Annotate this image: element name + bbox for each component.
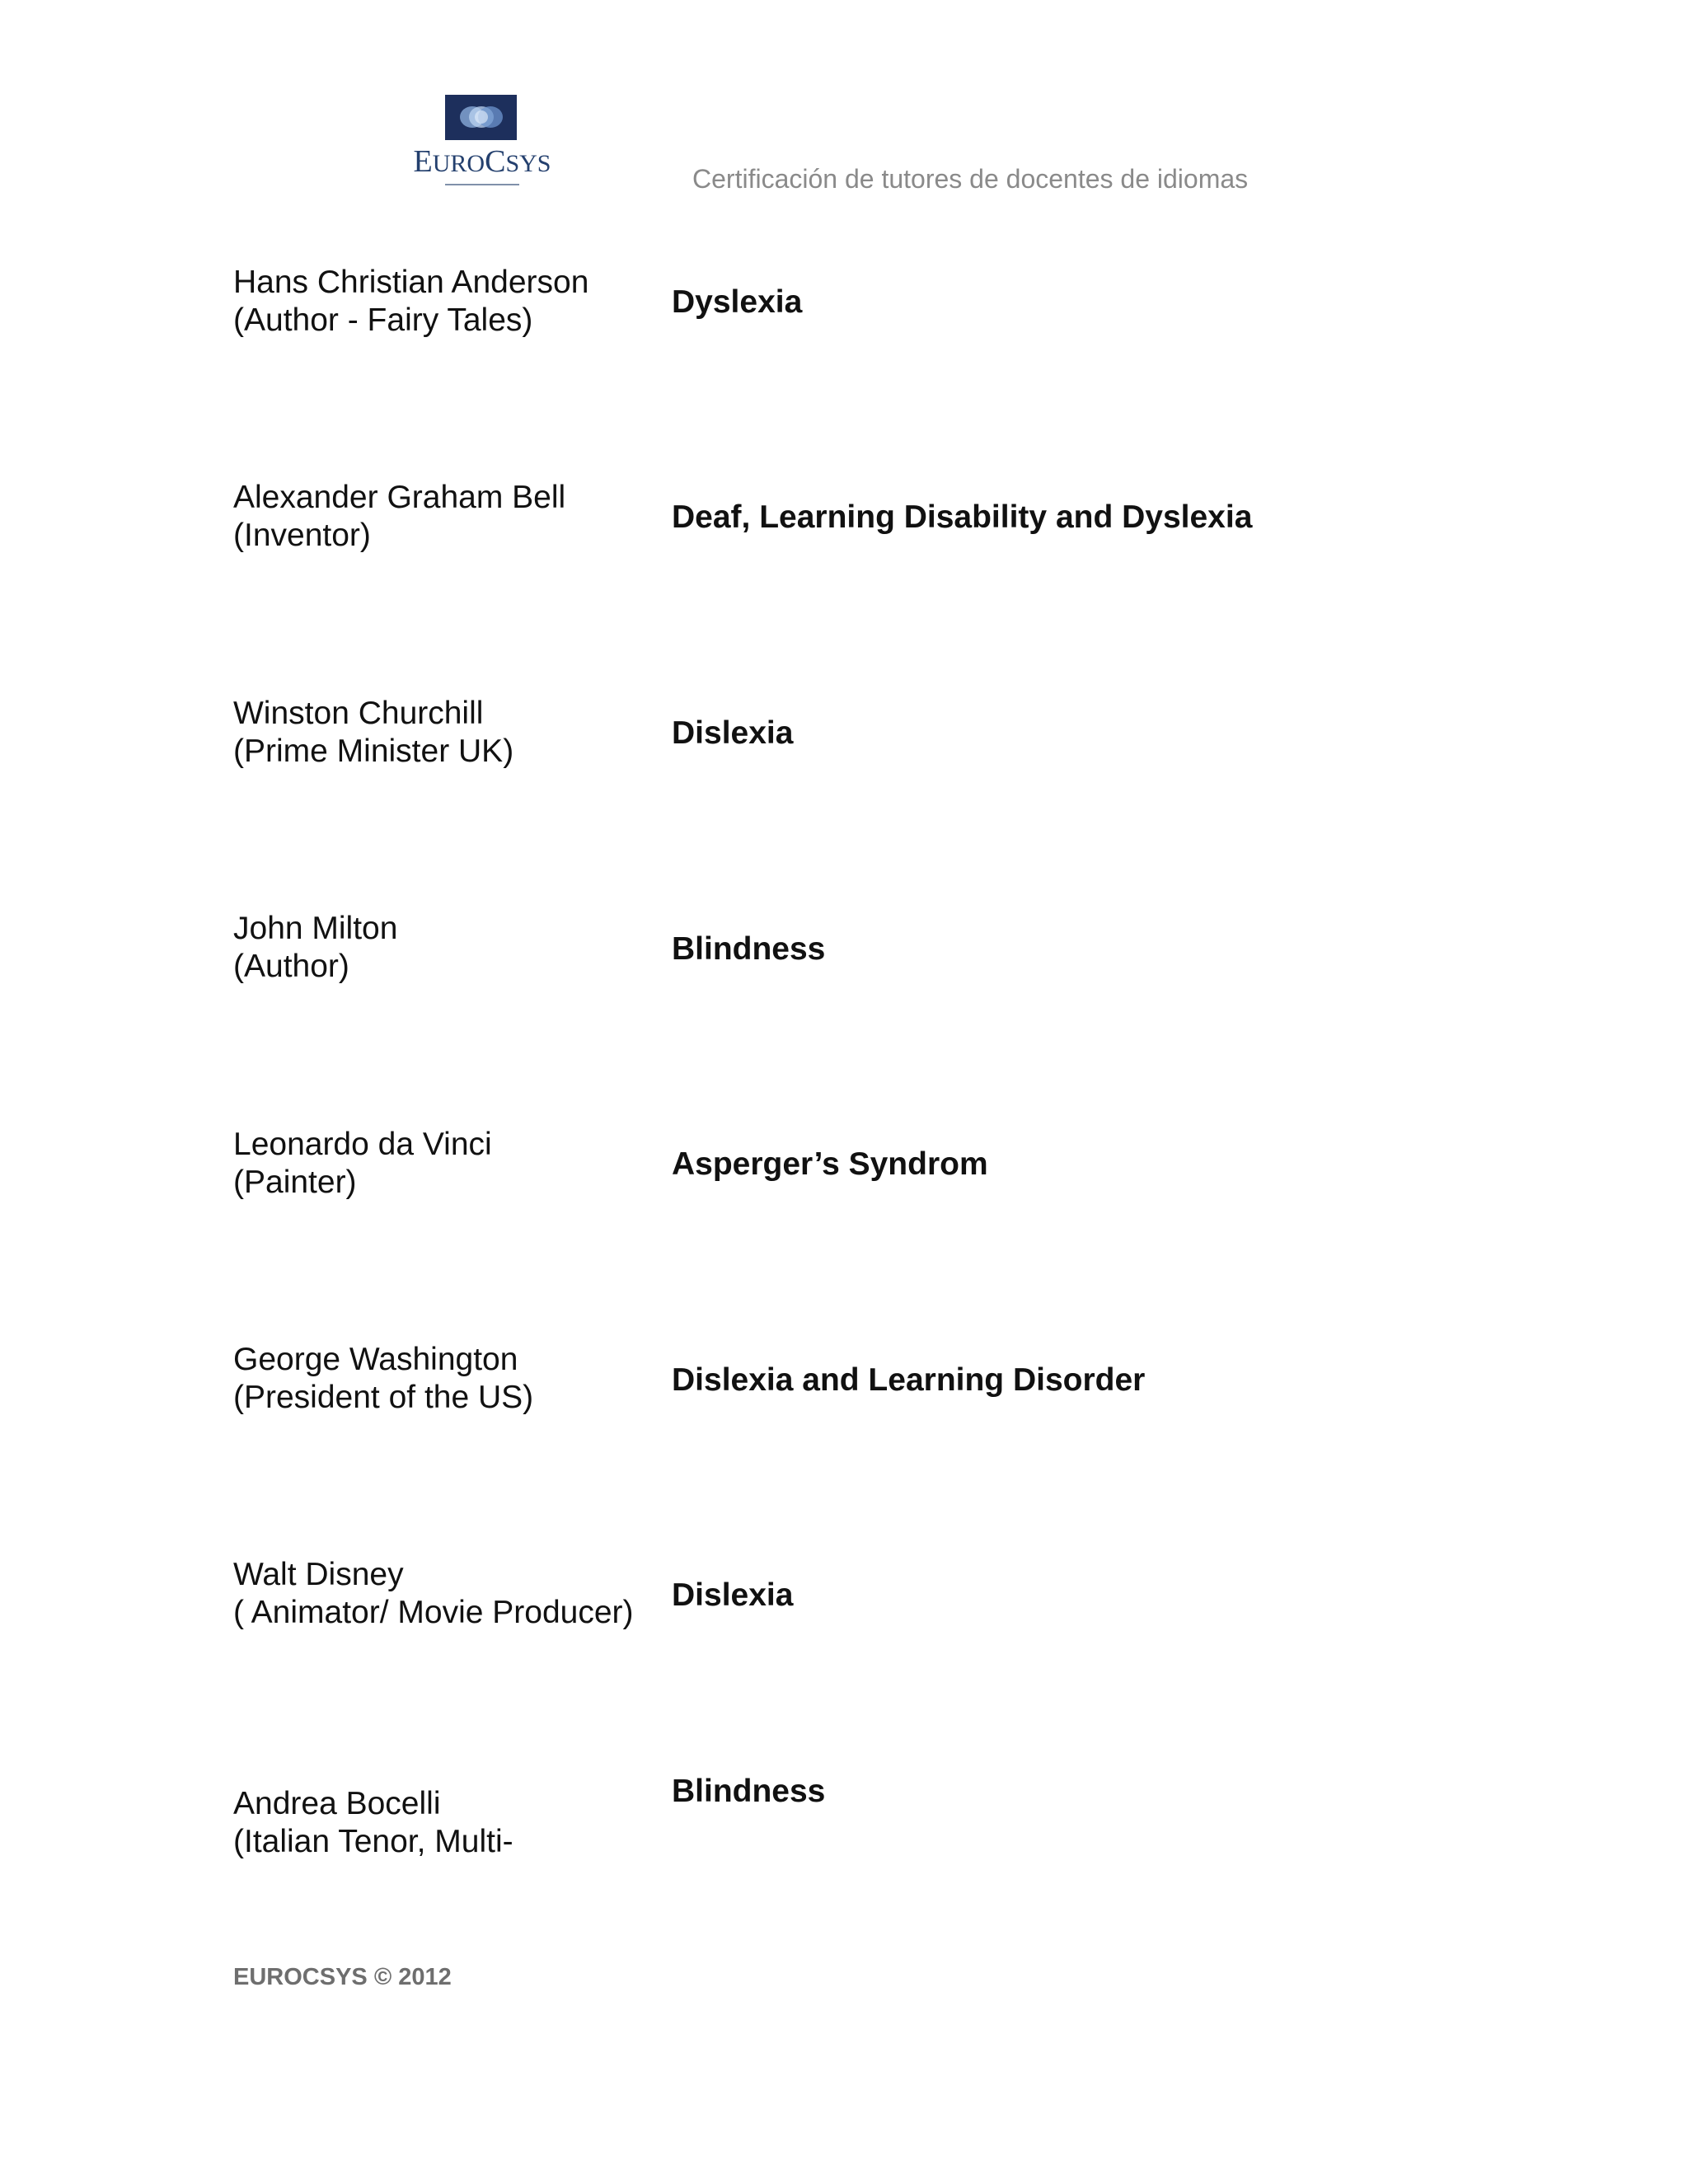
logo-wordmark: EUROCSYS [413,144,551,179]
person-name: Winston Churchill [233,696,484,731]
person-name: Walt Disney [233,1557,404,1592]
person-name: Alexander Graham Bell [233,480,566,515]
condition-label: Asperger’s Syndrom [672,1146,988,1182]
page-header-title: Certificación de tutores de docentes de idiomas [692,164,1249,194]
person-name: Andrea Bocelli [233,1786,441,1821]
condition-label: Dislexia [672,715,794,751]
eurocsys-logo [404,95,560,194]
person-role: (Painter) [233,1165,357,1200]
person-name: Hans Christian Anderson [233,265,589,300]
condition-label: Blindness [672,931,826,967]
person-entry [233,264,588,340]
person-name: John Milton [233,911,398,946]
person-role: (Prime Minister UK) [233,733,514,769]
person-role: (Author - Fairy Tales) [233,302,533,338]
person-entry [233,910,397,986]
condition-label: Dyslexia [672,284,803,320]
person-entry [233,1126,492,1202]
person-role: (Inventor) [233,518,371,553]
person-entry [233,695,513,771]
person-role: (Italian Tenor, Multi- [233,1824,513,1859]
person-entry [233,1785,513,1861]
logo-emblem-icon [445,95,517,140]
condition-label: Blindness [672,1774,826,1809]
person-name: George Washington [233,1342,518,1377]
condition-label: Deaf, Learning Disability and Dyslexia [672,499,1253,535]
person-name: Leonardo da Vinci [233,1127,492,1162]
person-role: (Author) [233,949,349,984]
footer-copyright: EUROCSYS © 2012 [233,1964,452,1990]
person-entry [233,1341,533,1417]
person-role: (President of the US) [233,1380,534,1415]
logo-tagline [427,181,537,190]
person-entry [233,1556,634,1632]
person-entry [233,479,565,555]
condition-label: Dislexia [672,1577,794,1613]
person-role: ( Animator/ Movie Producer) [233,1595,634,1630]
condition-label: Dislexia and Learning Disorder [672,1362,1146,1398]
